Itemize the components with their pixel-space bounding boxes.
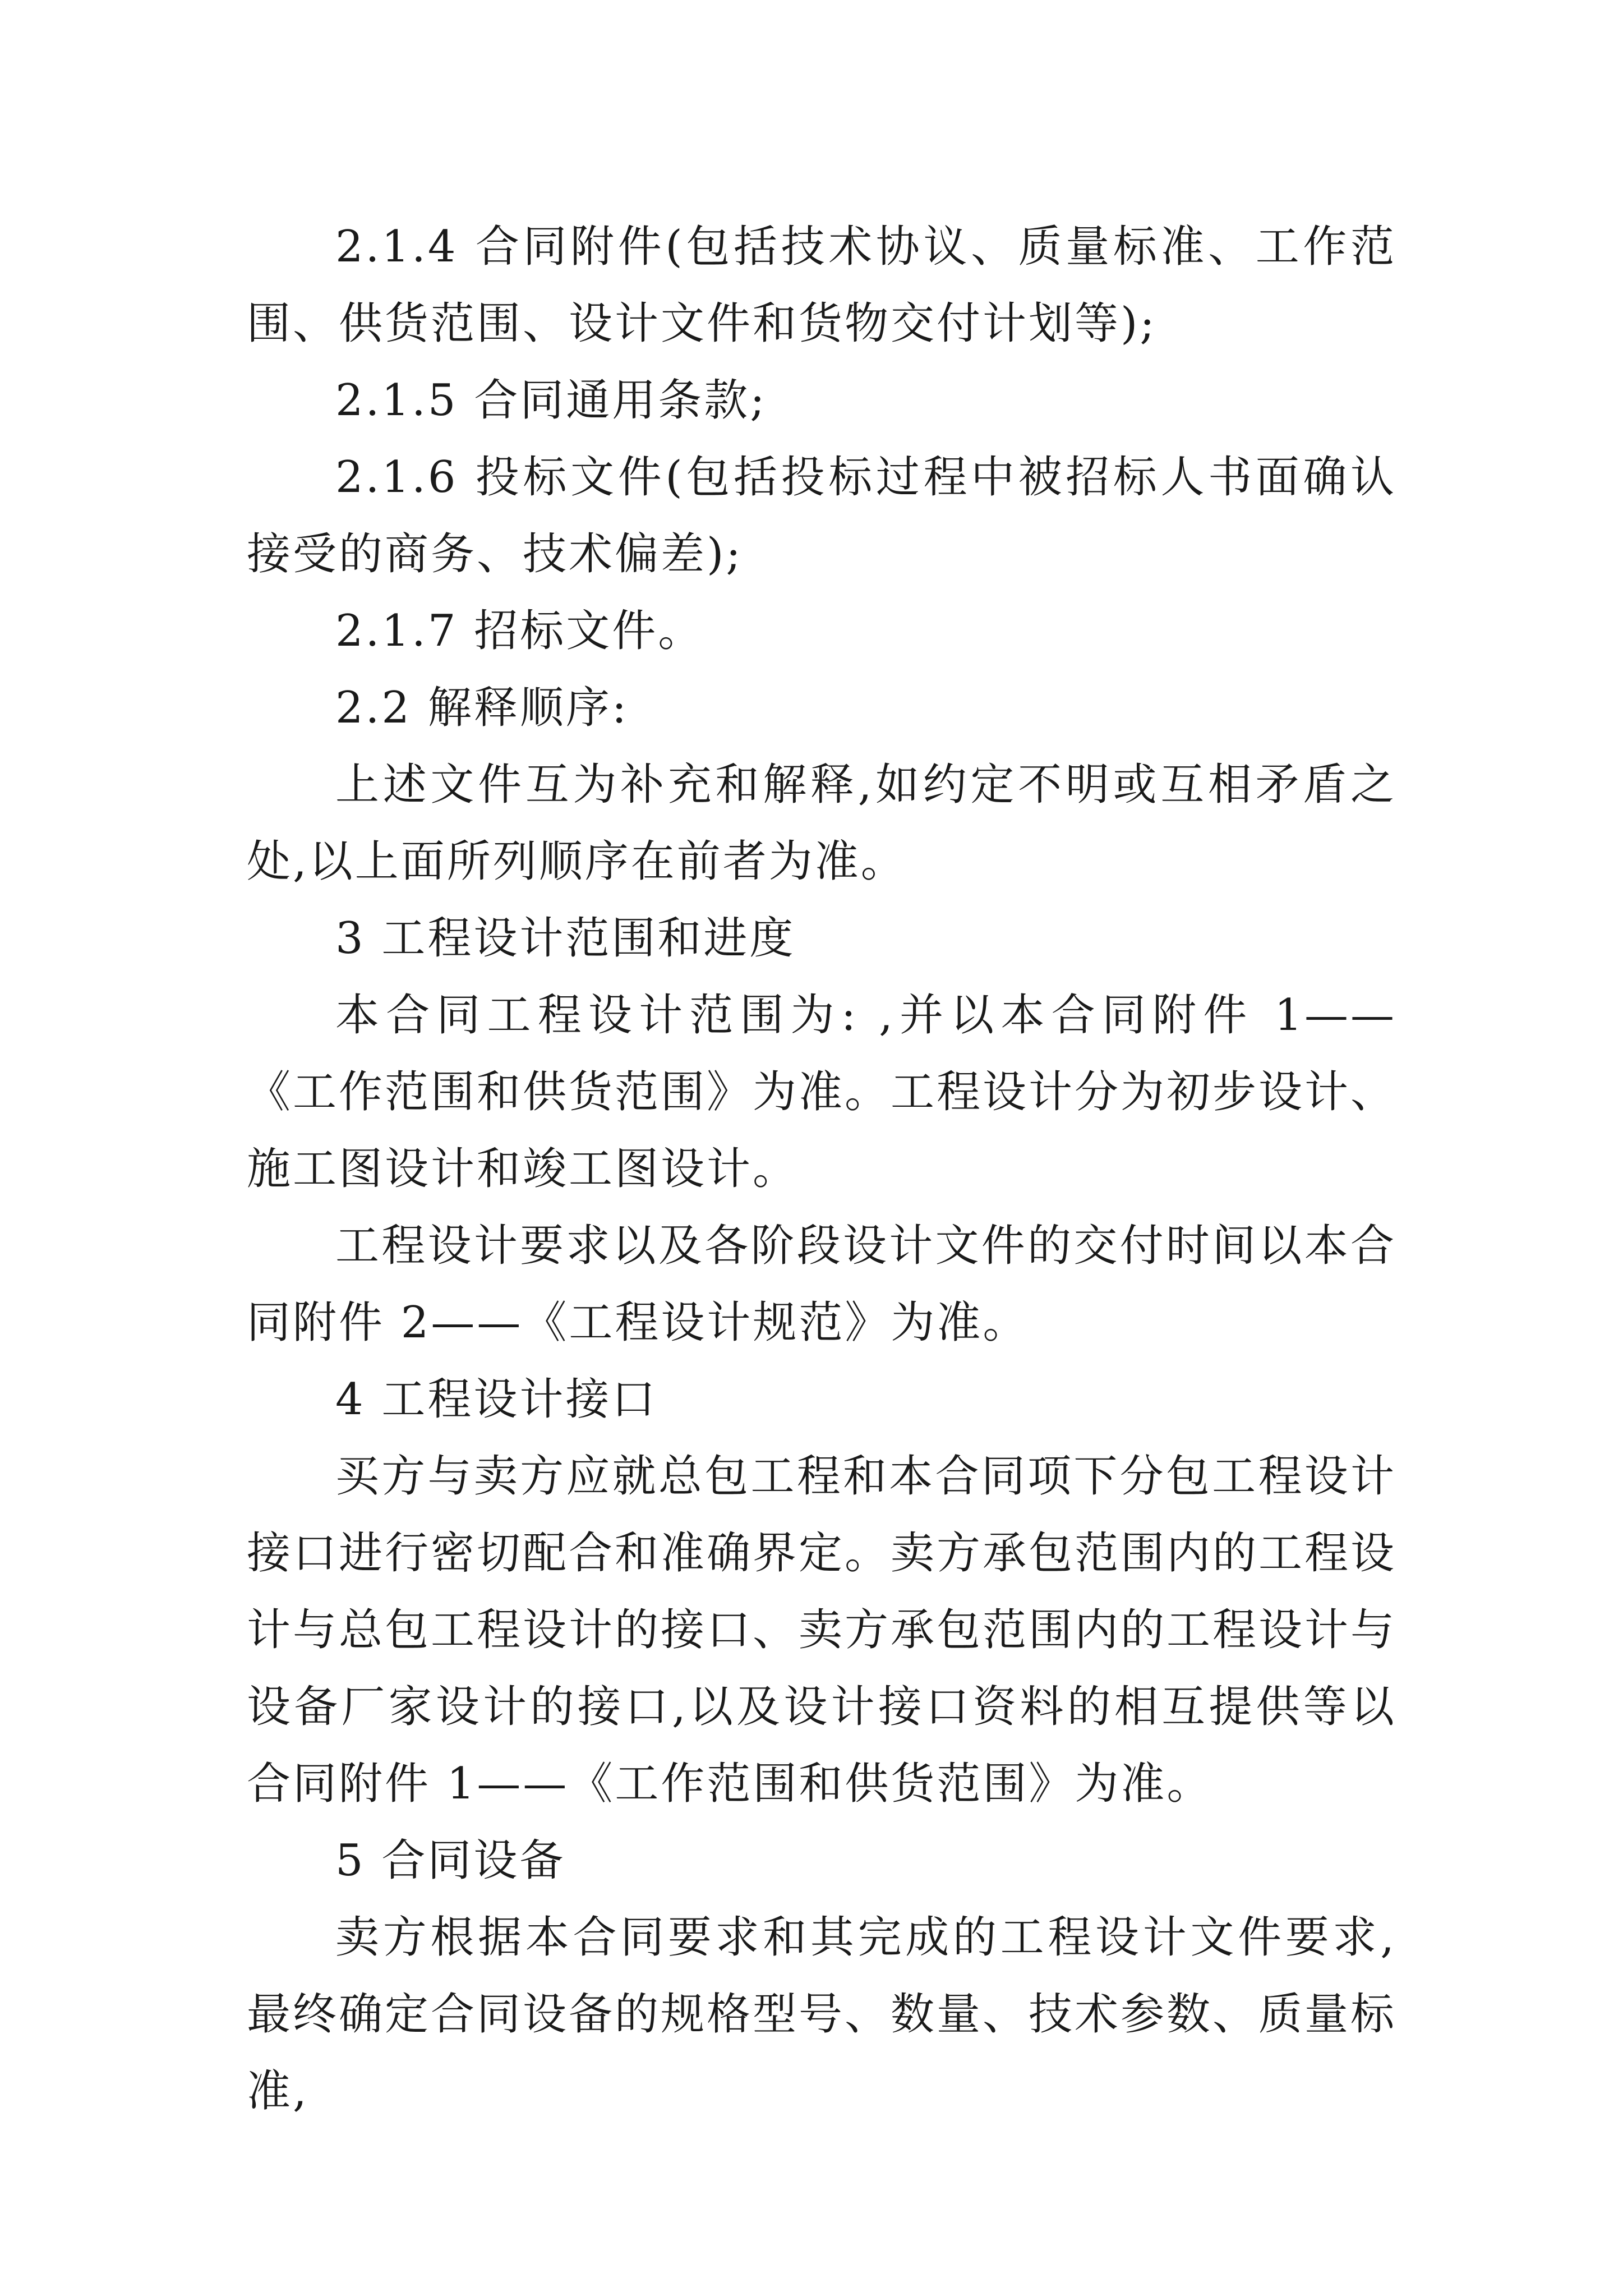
- section-3-scope: 本合同工程设计范围为: ,并以本合同附件 1——《工作范围和供货范围》为准。工程设计分为初步设计、施工图设计和竣工图设计。: [247, 990, 1397, 1194]
- section-3-heading: 3 工程设计范围和进度: [335, 913, 796, 964]
- clause-2-1-6: 2.1.6 投标文件(包括投标过程中被招标人书面确认接受的商务、技术偏差);: [247, 452, 1396, 579]
- section-4-heading: 4 工程设计接口: [335, 1374, 658, 1425]
- clause-2-1-5: 2.1.5 合同通用条款;: [335, 375, 767, 426]
- clause-2-2-body: 上述文件互为补充和解释,如约定不明或互相矛盾之处,以上面所列顺序在前者为准。: [247, 760, 1396, 887]
- section-5-body: 卖方根据本合同要求和其完成的工程设计文件要求,最终确定合同设备的规格型号、数量、技术参数、质量标准,: [247, 1912, 1397, 2116]
- section-4-body: 买方与卖方应就总包工程和本合同项下分包工程设计接口进行密切配合和准确界定。卖方承包范围内的工程设计与总包工程设计的接口、卖方承包范围内的工程设计与设备厂家设计的接口,以及设计接口资料的相互提供等以合同附件 1——《工作范围和供货范围》为准。: [247, 1451, 1397, 1809]
- clause-2-2-heading: 2.2 解释顺序:: [335, 683, 629, 733]
- section-3-requirements: 工程设计要求以及各阶段设计文件的交付时间以本合同附件 2——《工程设计规范》为准。: [247, 1221, 1396, 1348]
- section-5-heading: 5 合同设备: [335, 1835, 566, 1886]
- document-body: [247, 209, 1396, 2130]
- clause-2-1-4: 2.1.4 合同附件(包括技术协议、质量标准、工作范围、供货范围、设计文件和货物交付计划等);: [247, 222, 1396, 349]
- clause-2-1-7: 2.1.7 招标文件。: [335, 606, 704, 656]
